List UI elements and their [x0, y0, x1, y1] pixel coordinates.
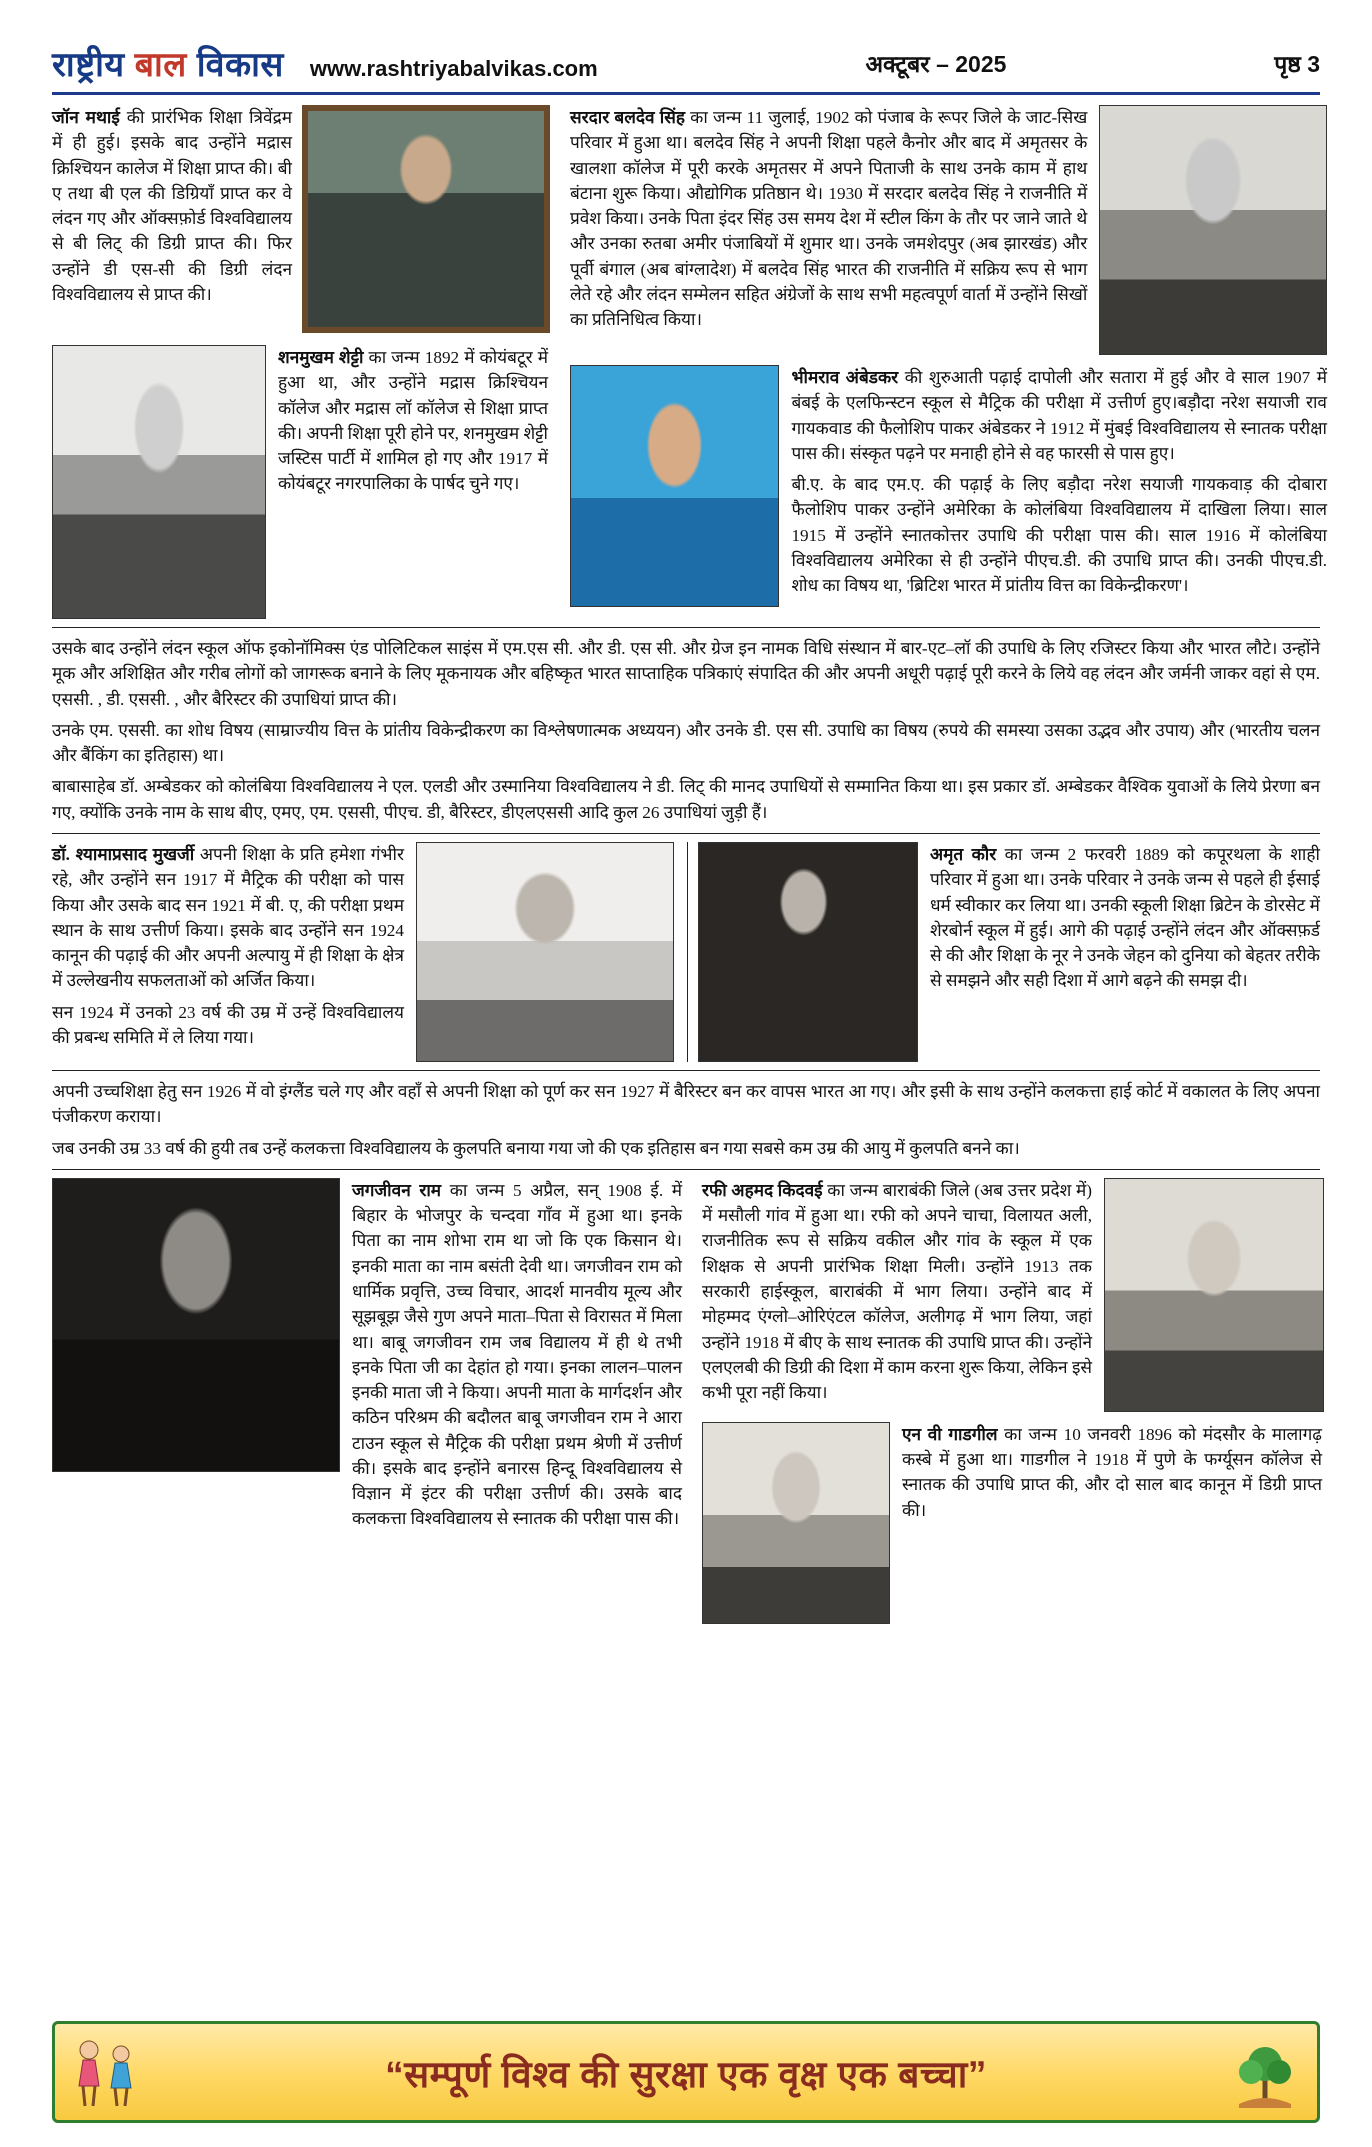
- article-body-jagjivan: का जन्म 5 अप्रैल, सन् 1908 ई. में बिहार के भोजपुर के चन्दवा गाँव में हुआ था। इनके पिता का नाम शोभा राम था जो कि एक किसान थे। इनकी माता का नाम बसंती देवी था। जगजीवन राम को धार्मिक प्रवृत्ति, उच्च विचार, आदर्श मानवीय मूल्य और सूझबूझ जैसे गुण अपने माता–पिता से विरासत में मिला था। बाबू जगजीवन राम जब विद्यालय में ही थे तभी इनके पिता जी का देहांत हो गया। इनका लालन–पालन इनकी माता जी ने किया। अपनी माता के मार्गदर्शन और कठिन परिश्रम की बदौलत बाबू जगजीवन राम ने आरा टाउन स्कूल से मैट्रिक की परीक्षा प्रथम श्रेणी में उत्तीर्ण की। इसके बाद इन्होंने बनारस हिन्दू विश्वविद्यालय से विज्ञान में इंटर की परीक्षा उत्तीर्ण की। उसके बाद कलकत्ता विश्वविद्यालय से स्नातक की परीक्षा पास की।: [352, 1180, 682, 1529]
- article-body-amrit: का जन्म 2 फरवरी 1889 को कपूरथला के शाही परिवार में हुआ था। उनके परिवार ने उनके जन्म से पहले ही ईसाई धर्म स्वीकार कर लिया था। उनकी स्कूली शिक्षा ब्रिटेन के डोरसेट में शेरबोर्न स्कूल में हुई। आगे की पढ़ाई उन्होंने लंदन और ऑक्सफ़र्ड से की और शिक्षा के नूर ने उनके जेहन को दुनिया को बेहतर तरीके से समझने और सही दिशा में आगे बढ़ने की समझ दी।: [929, 844, 1320, 991]
- article-body-gadgil: का जन्म 10 जनवरी 1896 को मंदसौर के मालागढ़ कस्बे में हुआ था। गाडगील ने 1918 में पुणे के फर्ग्यूसन कॉलेज से स्नातक की उपाधि प्राप्त की, और दो साल बाद कानून में डिग्री प्राप्त की।: [902, 1424, 1322, 1520]
- article-br-ambedkar: [570, 365, 1327, 607]
- left-column-top: [52, 105, 550, 619]
- ambedkar-paragraph-1: [791, 365, 1327, 466]
- column-divider-2: [687, 842, 688, 1062]
- portrait-rafi-ahmed-kidwai: [1104, 1178, 1324, 1412]
- mukherjee-continued: [52, 1079, 1320, 1161]
- ambedkar-continued: [52, 636, 1320, 825]
- section-divider-1: [52, 627, 1320, 628]
- mukherjee-cont-paragraph-1: अपनी उच्चशिक्षा हेतु सन 1926 में वो इंग्लैंड चले गए और वहाँ से अपनी शिक्षा को पूर्ण कर सन 1927 में बैरिस्टर बन कर वापस भारत आ गए। और इसी के साथ उन्होंने कलकत्ता हाई कोर्ट में वकालत के लिए अपना पंजीकरण कराया।: [52, 1081, 1320, 1127]
- article-name-amrit: अमृत कौर: [929, 844, 997, 864]
- article-body-shetty: का जन्म 1892 में कोयंबटूर में हुआ था, और उन्होंने मद्रास क्रिश्चियन कॉलेज और मद्रास लॉ कॉलेज से शिक्षा प्राप्त की। अपनी शिक्षा पूरी होने पर, शनमुखम शेट्टी जस्टिस पार्टी में शामिल हो गए और 1917 में कोयंबटूर नगरपालिका के पार्षद चुने गए।: [278, 348, 548, 494]
- article-shanmukham-chetty: [52, 345, 550, 619]
- article-name-mukherjee: डॉ. श्यामाप्रसाद मुखर्जी: [52, 844, 195, 864]
- portrait-jagjivan-ram: [52, 1178, 340, 1472]
- website-url[interactable]: www.rashtriyabalvikas.com: [309, 56, 598, 81]
- right-column-bottom: [702, 1178, 1324, 1624]
- article-name-mathai: जॉन मथाई: [52, 108, 120, 127]
- right-column-top: [570, 105, 1327, 619]
- article-name-ambedkar: भीमराव अंबेडकर: [791, 368, 899, 387]
- masthead: [52, 40, 1320, 95]
- mukherjee-paragraph-2: सन 1924 में उनको 23 वर्ष की उम्र में उन्हें विश्वविद्यालय की प्रबन्ध समिति में ले लिया गया।: [52, 1002, 404, 1047]
- publication-logo: [52, 40, 284, 86]
- footer-banner: [52, 2021, 1320, 2123]
- article-body-rafi: का जन्म बाराबंकी जिले (अब उत्तर प्रदेश में) में मसौली गांव में हुआ था। रफी को अपने चाचा, विलायत अली, राजनीतिक रूप से सक्रिय वकील और गांव के स्कूल में एक शिक्षक से अपनी प्रारंभिक शिक्षा मिली। उन्होंने 1913 तक सरकारी हाईस्कूल, बाराबंकी में भाग लिया। उन्होंने बाद में मोहम्मद एंग्लो–ओरिएंटल कॉलेज, अलीगढ़ में भाग लिया, जहां उन्होंने 1918 में बीए के साथ स्नातक की उपाधि प्राप्त की। उन्होंने एलएलबी की डिग्री की दिशा में काम करना शुरू किया, लेकिन इसे कभी पूरा नहीं किया।: [702, 1180, 1092, 1403]
- article-name-jagjivan: जगजीवन राम: [352, 1180, 442, 1200]
- brand-part-3: विकास: [196, 46, 284, 84]
- article-name-rafi: रफी अहमद किदवई: [702, 1180, 823, 1200]
- portrait-shanmukham-chetty: [52, 345, 266, 619]
- article-john-mathai: [52, 105, 550, 333]
- ambedkar-paragraph-2: बी.ए. के बाद एम.ए. की पढ़ाई के लिए बड़ौदा नरेश सयाजी गायकवाड़ की दोबारा फैलोशिप पाकर उन्होंने अमेरिका के कोलंबिया विश्वविद्यालय में दाखिला लिया। साल 1915 में उन्होंने स्नातकोत्तर उपाधि की परीक्षा पास की। साल 1916 में कोलंबिया विश्वविद्यालय अमेरिका से ही उन्होंने पीएच.डी. की उपाधि प्राप्त की। उनकी पीएच.डी. शोध का विषय था, 'ब्रिटिश भारत में प्रांतीय वित्त का विकेन्द्रीकरण'।: [791, 475, 1327, 596]
- portrait-shyamaprasad-mukherjee: [416, 842, 674, 1062]
- page-number: पृष्ठ 3: [1274, 51, 1320, 77]
- section-divider-3: [52, 1070, 1320, 1071]
- article-rafi-ahmed-kidwai: [702, 1178, 1324, 1412]
- tree-illustration: [1221, 2034, 1309, 2112]
- ambedkar-paragraph-3: उसके बाद उन्होंने लंदन स्कूल ऑफ इकोनॉमिक्स एंड पोलिटिकल साइंस में एम.एस सी. और डी. एस सी. और ग्रेज इन नामक विधि संस्थान में बार-एट–लॉ की उपाधि के लिए रजिस्टर किया और भारत लौटे। उन्होंने मूक और अशिक्षित और गरीब लोगों को जागरूक बनाने के लिए मूकनायक और बहिष्कृत भारत साप्ताहिक पत्रिकाएं संपादित की और अपनी अधूरी पढ़ाई पूरी करने के लिये वह लंदन और जर्मनी जाकर वहां से एम. एससी. , डी. एससी. , और बैरिस्टर की उपाधियां प्राप्त की।: [52, 639, 1320, 709]
- mukherjee-paragraph-1: [52, 842, 404, 994]
- portrait-nv-gadgil: [702, 1422, 890, 1624]
- article-body-mathai: की प्रारंभिक शिक्षा त्रिवेंद्रम में ही हुई। इसके बाद उन्होंने मद्रास क्रिश्चियन कालेज में शिक्षा प्राप्त की। बी ए तथा बी एल की डिग्रियाँ प्राप्त कर वे लंदन गए और ऑक्सफ़ोर्ड विश्वविद्यालय से बी लिट् की डिग्री प्राप्त की। फिर उन्होंने डी एस-सी की डिग्री लंदन विश्वविद्यालय से प्राप्त की।: [52, 108, 292, 304]
- article-nv-gadgil: [702, 1422, 1324, 1624]
- issue-date: अक्टूबर – 2025: [865, 51, 1007, 77]
- article-shyamaprasad-mukherjee: [52, 842, 677, 1062]
- middle-section: [52, 842, 1320, 1062]
- portrait-baldev-singh: [1099, 105, 1327, 355]
- article-body-baldev: का जन्म 11 जुलाई, 1902 को पंजाब के रूपर जिले के जाट-सिख परिवार में हुआ था। बलदेव सिंह ने अपनी शिक्षा पहले कैनोर और बाद में अमृतसर के खालशा कॉलेज में पूरी करके अमृतसर में अपने पिताजी के साथ उनके काम में हाथ बंटाना शुरू किया। औद्योगिक प्रतिष्ठान थे। 1930 में सरदार बलदेव सिंह ने राजनीति में प्रवेश किया। उनके पिता इंदर सिंह उस समय देश में स्टील किंग के तौर पर जाने जाते थे और उनका रुतबा अमीर पंजाबियों में शुमार था। उनके जमशेदपुर (अब झारखंड) और पूर्वी बंगाल (अब बांग्लादेश) में बलदेव सिंह भारत की राजनीति में सक्रिय रूप से भाग लेते रहे और लंदन सम्मेलन सहित अंग्रेजों के साथ सभी महत्वपूर्ण वार्ता में उन्होंने सिखों का प्रतिनिधित्व किया।: [570, 108, 1088, 330]
- section-divider-2: [52, 833, 1320, 834]
- children-illustration: [63, 2032, 151, 2110]
- article-baldev-singh: [570, 105, 1327, 355]
- mukherjee-cont-paragraph-2: जब उनकी उम्र 33 वर्ष की हुयी तब उन्हें कलकत्ता विश्वविद्यालय के कुलपति बनाया गया जो की एक इतिहास बन गया सबसे कम उम्र की आयु में कुलपति बनने का।: [52, 1138, 1020, 1158]
- brand-part-1: राष्ट्रीय: [52, 46, 125, 84]
- portrait-amrit-kaur: [698, 842, 918, 1062]
- article-amrit-kaur: [698, 842, 1320, 1062]
- portrait-john-mathai: [302, 105, 550, 333]
- portrait-br-ambedkar: [570, 365, 779, 607]
- ambedkar-body-1: की शुरुआती पढ़ाई दापोली और सतारा में हुई और वे साल 1907 में बंबई के एलफिन्स्टन स्कूल से मैट्रिक की परीक्षा में उत्तीर्ण हुए।बड़ौदा नरेश सयाजी राव गायकवाड की फैलोशिप पाकर अंबेडकर ने 1912 में मुंबई विश्वविद्यालय से स्नातक परीक्षा पास की। संस्कृत पढ़ने पर मनाही होने से वह फारसी से पास हुए।: [791, 368, 1327, 463]
- footer-slogan: “सम्पूर्ण विश्व की सुरक्षा एक वृक्ष एक बच्चा”: [385, 2053, 987, 2095]
- bottom-section: [52, 1178, 1320, 1624]
- top-section: [52, 105, 1327, 619]
- article-name-gadgil: एन वी गाडगील: [902, 1424, 998, 1444]
- section-divider-4: [52, 1169, 1320, 1170]
- article-name-baldev: सरदार बलदेव सिंह: [570, 108, 685, 127]
- brand-part-2: बाल: [134, 46, 187, 84]
- ambedkar-paragraph-5: बाबासाहेब डॉ. अम्बेडकर को कोलंबिया विश्वविद्यालय ने एल. एलडी और उस्मानिया विश्वविद्यालय ने डी. लिट् की मानद उपाधियों से सम्मानित किया था। इस प्रकार डॉ. अम्बेडकर वैश्विक युवाओं के लिये प्रेरणा बन गए, क्योंकि उनके नाम के साथ बीए, एमए, एम. एससी, पीएच. डी, बैरिस्टर, डीएलएससी आदि कुल 26 उपाधियां जुड़ी हैं।: [52, 777, 1320, 822]
- ambedkar-paragraph-4: उनके एम. एससी. का शोध विषय (साम्राज्यीय वित्त के प्रांतीय विकेन्द्रीकरण का विश्लेषणात्मक अध्ययन) और उनके डी. एस सी. उपाधि का विषय (रुपये की समस्या उसका उद्भव और उपाय) और (भारतीय चलन और बैंकिंग का इतिहास) था।: [52, 720, 1320, 766]
- article-name-shetty: शनमुखम शेट्टी: [278, 348, 364, 367]
- mukherjee-body-1: अपनी शिक्षा के प्रति हमेशा गंभीर रहे, और उन्होंने सन 1917 में मैट्रिक की परीक्षा को पास किया और उसके बाद सन 1921 में बी. ए, की परीक्षा प्रथम स्थान के साथ उत्तीर्ण किया। इसके बाद उन्होंने सन 1924 कानून की पढ़ाई की और अपनी अल्पायु में ही शिक्षा के क्षेत्र में उल्लेखनीय सफलताओं को अर्जित किया।: [52, 844, 404, 991]
- article-jagjivan-ram: [52, 1178, 682, 1624]
